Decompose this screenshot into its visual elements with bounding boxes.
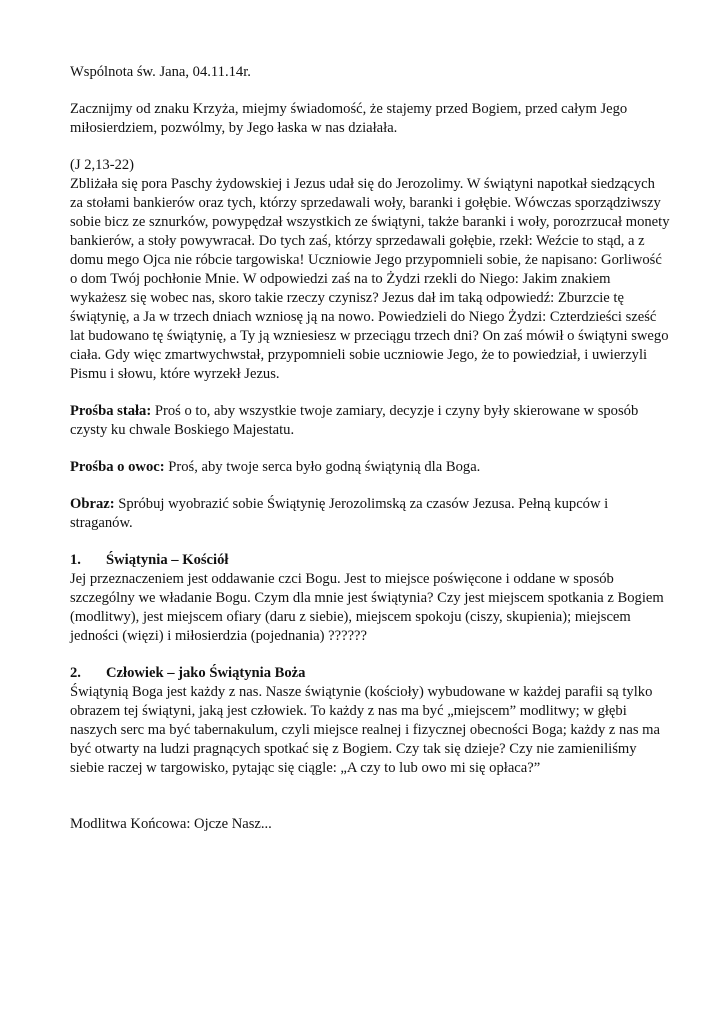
prosba-stala-text: Proś o to, aby wszystkie twoje zamiary, decyzje i czyny były skierowane w sposób czysty ku chwale Boskiego Majestatu. (70, 403, 639, 438)
spacer (70, 533, 670, 551)
section-heading (70, 664, 670, 683)
obraz-text: Spróbuj wyobrazić sobie Świątynię Jerozolimską za czasów Jezusa. Pełną kupców i straganów. (70, 496, 609, 531)
section-text: Świątynią Boga jest każdy z nas. Nasze świątynie (kościoły) wybudowane w każdej parafii są tylko obrazem tej świątyni, jaką jest człowiek. To każdy z nas ma być „miejscem” modlitwy; w głębi naszych serc ma być tabernakulum, czyli miejsce realnej i fizycznej obecności Boga; każdy z nas ma być otwarty na ludzi pragnących spotkać się z Bogiem. Czy tak się dzieje? Czy nie zamieniliśmy siebie raczej w targowisko, pytając się ciągle: „A czy to lub owo mi się opłaca?” (70, 684, 660, 776)
section-number: 2. (70, 665, 81, 681)
intro-paragraph: Zacznijmy od znaku Krzyża, miejmy świadomość, że stajemy przed Bogiem, przed całym Jego miłosierdziem, pozwólmy, by Jego łaska w nas działała. (70, 101, 628, 136)
prosba-stala-paragraph (70, 402, 670, 440)
obraz-label: Obraz: (70, 496, 115, 512)
section-title: Człowiek – jako Świątynia Boża (106, 665, 306, 681)
section-text: Jej przeznaczeniem jest oddawanie czci Bogu. Jest to miejsce poświęcone i oddane w sposób szczególny we władanie Bogu. Czym dla mnie jest świątynia? Czy jest miejscem spotkania z Bogiem (modlitwy), jest miejscem ofiary (daru z siebie), miejscem spokoju (ciszy, skupienia); miejscem jedności (więzi) i miłosierdzia (pojednania) ?????? (70, 571, 664, 644)
spacer (70, 138, 670, 156)
section-2 (70, 664, 670, 778)
obraz-paragraph (70, 495, 670, 533)
spacer (70, 440, 670, 458)
reading-reference: (J 2,13-22) (70, 157, 135, 173)
prosba-owoc-label: Prośba o owoc: (70, 459, 165, 475)
section-heading (70, 551, 670, 570)
spacer (70, 646, 670, 664)
prosba-owoc-text: Proś, aby twoje serca było godną świątynią dla Boga. (164, 459, 481, 475)
prosba-owoc-paragraph (70, 458, 670, 477)
gospel-reading (70, 156, 670, 384)
spacer (70, 384, 670, 402)
section-title: Świątynia – Kościół (106, 552, 229, 568)
spacer (70, 477, 670, 495)
section-1 (70, 551, 670, 646)
section-number: 1. (70, 552, 81, 568)
document-header: Wspólnota św. Jana, 04.11.14r. (70, 64, 251, 80)
prosba-stala-label: Prośba stała: (70, 403, 152, 419)
document-page (70, 63, 670, 834)
closing-prayer: Modlitwa Końcowa: Ojcze Nasz... (70, 816, 272, 832)
spacer (70, 82, 670, 100)
spacer (70, 778, 670, 815)
reading-text: Zbliżała się pora Paschy żydowskiej i Jezus udał się do Jerozolimy. W świątyni napotkał siedzących za stołami bankierów oraz tych, którzy sprzedawali woły, baranki i gołębie. Wówczas sporządziwszy sobie bicz ze sznurków, powypędzał wszystkich ze świątyni, także baranki i woły, porozrzucał monety bankierów, a stoły powywracał. Do tych zaś, którzy sprzedawali gołębie, rzekł: Weźcie to stąd, a z domu mego Ojca nie róbcie targowiska! Uczniowie Jego przypomnieli sobie, że napisano: Gorliwość o dom Twój pochłonie Mnie. W odpowiedzi zaś na to Żydzi rzekli do Niego: Jakim znakiem wykażesz się wobec nas, skoro takie rzeczy czynisz? Jezus dał im taką odpowiedź: Zburzcie tę świątynię, a Ja w trzech dniach wzniosę ją na nowo. Powiedzieli do Niego Żydzi: Czterdzieści sześć lat budowano tę świątynię, a Ty ją wzniesiesz w przeciągu trzech dni? On zaś mówił o świątyni swego ciała. Gdy więc zmartwychwstał, przypomnieli sobie uczniowie Jego, że to powiedział, i uwierzyli Pismu i słowu, które wyrzekł Jezus. (70, 176, 670, 382)
